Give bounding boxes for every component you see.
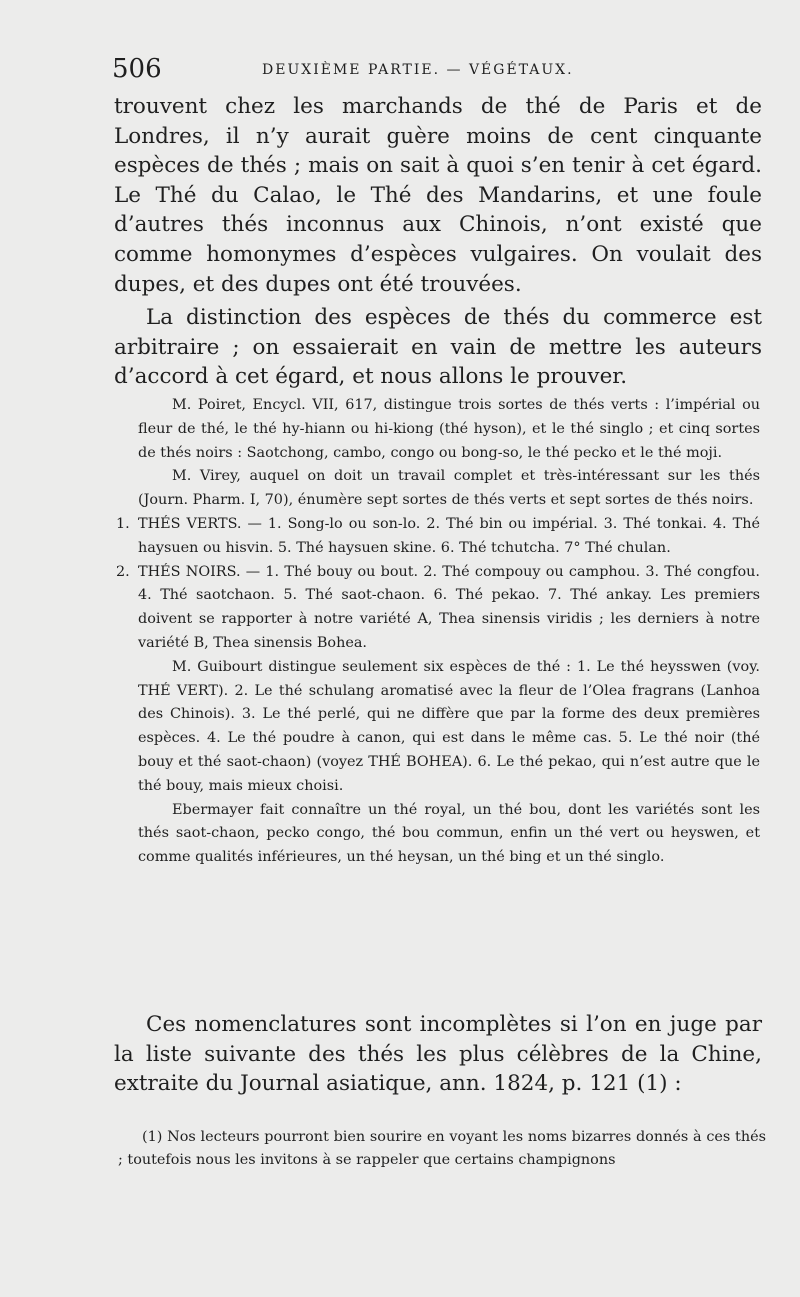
note-virey: M. Virey, auquel on doit un travail complet et très-intéressant sur les thés (Journ. Pharm. I, 70), énumère sept sortes de thés verts et sept sortes de thés noirs. xyxy=(138,468,760,509)
note-number: 1. xyxy=(116,515,130,532)
running-title: DEUXIÈME PARTIE. — VÉGÉTAUX. xyxy=(262,62,574,78)
note-ebermayer: Ebermayer fait connaître un thé royal, un thé bou, dont les variétés sont les thés saot-chaon, pecko congo, thé bou commun, enfin un thé vert ou heyswen, et comme qualités inférieures, un thé heysan, un thé bing et un thé singlo. xyxy=(138,801,760,866)
note-thes-noirs xyxy=(116,561,760,656)
note-guibourt: M. Guibourt distingue seulement six espèces de thé : 1. Le thé heysswen (voy. THÉ VERT). 2. Le thé schulang aromatisé avec la fleur de l’Olea fragrans (Lanhoa des Chinois). 3. Le thé perlé, qui ne diffère que par la forme des deux premières espèces. 4. Le thé poudre à canon, qui est dans le même cas. 5. Le thé noir (thé bouy et thé saot-chaon) (voyez THÉ BOHEA). 6. Le thé pekao, qui n’est autre que le thé bouy, mais mieux choisi. xyxy=(138,658,760,794)
paragraph-nomenclatures: Ces nomenclatures sont incomplètes si l’on en juge par la liste suivante des thés les plus célèbres de la Chine, extraite du Journal asiatique, ann. 1824, p. 121 (1) : xyxy=(114,1012,762,1097)
footnote-text: (1) Nos lecteurs pourront bien sourire en voyant les noms bizarres donnés à ces thés ; toutefois nous les invitons à se rappeler que certains champignons xyxy=(118,1129,766,1168)
note-thes-noirs-text: THÉS NOIRS. — 1. Thé bouy ou bout. 2. Thé compouy ou camphou. 3. Thé congfou. 4. Thé saotchaon. 5. Thé saot-chaon. 6. Thé pekao. 7. Thé ankay. Les premiers doivent se rapporter à notre variété A, Thea sinensis viridis ; les derniers à notre variété B, Thea sinensis Bohea. xyxy=(138,563,760,651)
main-text-top xyxy=(114,92,762,392)
note-number: 2. xyxy=(116,563,130,580)
paragraph-distinction: La distinction des espèces de thés du commerce est arbitraire ; on essaierait en vain de mettre les auteurs d’accord à cet égard, et nous allons le prouver. xyxy=(114,305,762,390)
page-number: 506 xyxy=(112,54,162,84)
note-thes-verts xyxy=(116,513,760,561)
note-poiret: M. Poiret, Encycl. VII, 617, distingue trois sortes de thés verts : l’impérial ou fleur de thé, le thé hy-hiann ou hi-kiong (thé hyson), et le thé singlo ; et cinq sortes de thés noirs : Saotchong, cambo, congo ou bong-so, le thé pecko et le thé moji. xyxy=(138,397,760,461)
main-text-bottom xyxy=(114,1010,762,1099)
page-header xyxy=(112,48,760,88)
small-print-notes xyxy=(116,394,760,870)
note-thes-verts-text: THÉS VERTS. — 1. Song-lo ou son-lo. 2. Thé bin ou impérial. 3. Thé tonkai. 4. Thé haysuen ou hisvin. 5. Thé haysuen skine. 6. Thé tchutcha. 7° Thé chulan. xyxy=(138,515,760,556)
paragraph-continued: trouvent chez les marchands de thé de Paris et de Londres, il n’y aurait guère moins de cent cinquante espèces de thés ; mais on sait à quoi s’en tenir à cet égard. Le Thé du Calao, le Thé des Mandarins, et une foule d’autres thés inconnus aux Chinois, n’ont existé que comme homonymes d’espèces vulgaires. On voulait des dupes, et des dupes ont été trouvées. xyxy=(114,94,762,297)
footnote xyxy=(118,1126,766,1172)
